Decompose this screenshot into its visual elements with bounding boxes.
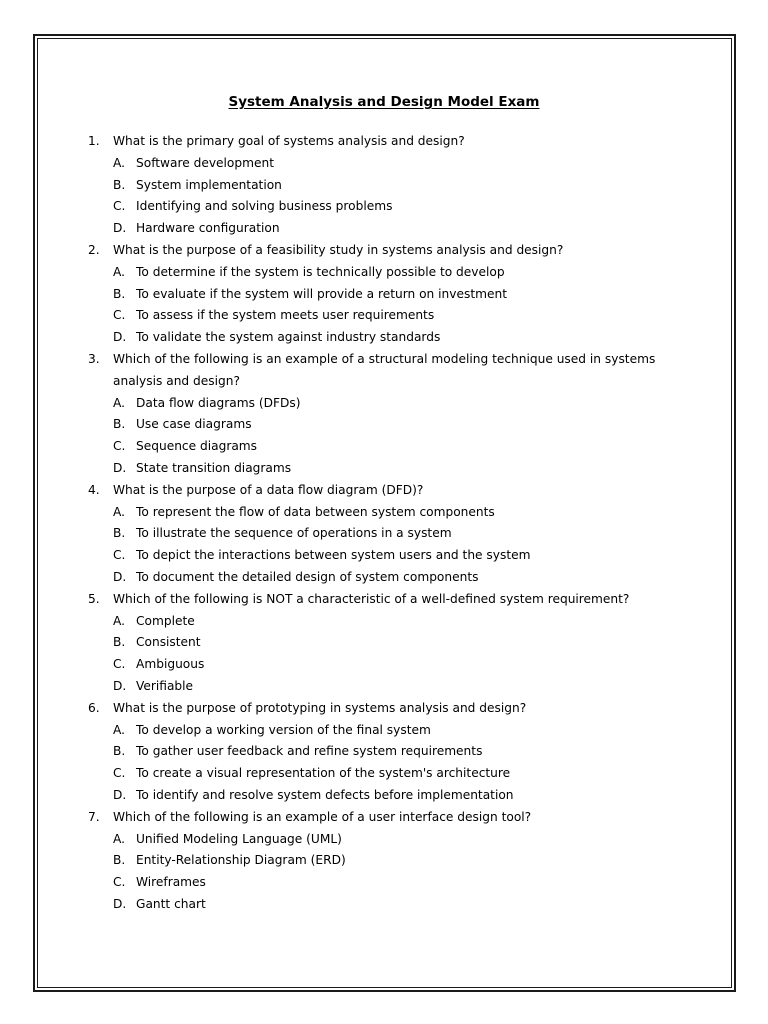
answer-option — [113, 305, 678, 327]
option-text: Verifiable — [136, 678, 194, 693]
option-text: To determine if the system is technically possible to develop — [136, 264, 505, 279]
answer-option — [113, 153, 678, 175]
question-number: 2. — [88, 242, 100, 257]
option-text: Sequence diagrams — [136, 439, 258, 454]
option-letter: C. — [113, 657, 126, 672]
answer-option — [113, 262, 678, 284]
option-letter: C. — [113, 199, 126, 214]
option-letter: A. — [113, 264, 125, 279]
question-number: 1. — [88, 134, 100, 148]
option-text: To develop a working version of the final system — [136, 722, 431, 737]
option-text: To document the detailed design of system components — [136, 569, 479, 584]
answer-option — [113, 545, 678, 567]
question-text: What is the primary goal of systems analysis and design? — [113, 134, 465, 148]
answer-option — [113, 720, 678, 742]
option-text: Unified Modeling Language (UML) — [136, 831, 342, 846]
question-item — [88, 349, 678, 480]
question-text: Which of the following is an example of a structural modeling technique used in systems analysis and design? — [113, 351, 656, 388]
option-text: Wireframes — [136, 875, 206, 890]
option-text: State transition diagrams — [136, 460, 292, 475]
option-list — [113, 393, 678, 480]
option-letter: B. — [113, 853, 126, 868]
option-letter: B. — [113, 526, 126, 541]
option-letter: B. — [113, 744, 126, 759]
option-text: Gantt chart — [136, 896, 206, 911]
answer-option — [113, 567, 678, 589]
option-text: Ambiguous — [136, 657, 205, 672]
option-text: To assess if the system meets user requirements — [136, 308, 435, 323]
answer-option — [113, 175, 678, 197]
option-text: Identifying and solving business problems — [136, 199, 393, 214]
option-text: To create a visual representation of the system's architecture — [136, 766, 511, 781]
option-letter: C. — [113, 548, 126, 563]
option-letter: B. — [113, 286, 126, 301]
option-letter: A. — [113, 722, 125, 737]
option-text: Data flow diagrams (DFDs) — [136, 395, 301, 410]
answer-option — [113, 654, 678, 676]
question-list — [88, 131, 678, 916]
answer-option — [113, 894, 678, 916]
option-list — [113, 611, 678, 698]
question-item — [88, 131, 678, 240]
option-text: To illustrate the sequence of operations in a system — [136, 526, 452, 541]
option-letter: A. — [113, 831, 125, 846]
option-text: To evaluate if the system will provide a return on investment — [136, 286, 507, 301]
answer-option — [113, 785, 678, 807]
option-list — [113, 262, 678, 349]
option-letter: D. — [113, 330, 127, 345]
option-list — [113, 829, 678, 916]
answer-option — [113, 763, 678, 785]
answer-option — [113, 436, 678, 458]
option-letter: D. — [113, 678, 127, 693]
question-number: 4. — [88, 482, 100, 497]
option-list — [113, 153, 678, 240]
question-item — [88, 480, 678, 589]
option-letter: D. — [113, 896, 127, 911]
option-text: To identify and resolve system defects before implementation — [136, 787, 514, 802]
question-text: What is the purpose of a feasibility study in systems analysis and design? — [113, 242, 564, 257]
option-text: Consistent — [136, 635, 201, 650]
option-text: To represent the flow of data between system components — [136, 504, 495, 519]
option-letter: D. — [113, 221, 127, 236]
question-number: 3. — [88, 351, 100, 366]
answer-option — [113, 393, 678, 415]
option-letter: D. — [113, 569, 127, 584]
answer-option — [113, 458, 678, 480]
question-text: Which of the following is an example of a user interface design tool? — [113, 809, 532, 824]
option-letter: B. — [113, 417, 126, 432]
answer-option — [113, 502, 678, 524]
option-letter: C. — [113, 875, 126, 890]
answer-option — [113, 284, 678, 306]
option-text: Entity-Relationship Diagram (ERD) — [136, 853, 346, 868]
option-text: Use case diagrams — [136, 417, 252, 432]
option-letter: B. — [113, 177, 126, 192]
answer-option — [113, 611, 678, 633]
option-text: Software development — [136, 155, 274, 170]
answer-option — [113, 632, 678, 654]
answer-option — [113, 741, 678, 763]
option-text: Complete — [136, 613, 195, 628]
option-letter: A. — [113, 504, 125, 519]
option-letter: A. — [113, 613, 125, 628]
question-item — [88, 698, 678, 807]
question-number: 7. — [88, 809, 100, 824]
answer-option — [113, 676, 678, 698]
page-title: System Analysis and Design Model Exam — [228, 94, 540, 110]
question-number: 6. — [88, 700, 100, 715]
answer-option — [113, 523, 678, 545]
option-letter: B. — [113, 635, 126, 650]
option-list — [113, 502, 678, 589]
answer-option — [113, 327, 678, 349]
question-text: Which of the following is NOT a characteristic of a well-defined system requirement? — [113, 591, 630, 606]
option-text: To depict the interactions between system users and the system — [136, 548, 531, 563]
answer-option — [113, 414, 678, 436]
option-letter: D. — [113, 460, 127, 475]
question-item — [88, 240, 678, 349]
option-letter: A. — [113, 155, 125, 170]
answer-option — [113, 872, 678, 894]
option-letter: D. — [113, 787, 127, 802]
option-letter: C. — [113, 439, 126, 454]
option-text: To validate the system against industry standards — [136, 330, 441, 345]
option-letter: C. — [113, 766, 126, 781]
answer-option — [113, 196, 678, 218]
option-text: To gather user feedback and refine system requirements — [136, 744, 483, 759]
question-text: What is the purpose of prototyping in systems analysis and design? — [113, 700, 527, 715]
answer-option — [113, 850, 678, 872]
option-text: Hardware configuration — [136, 221, 280, 236]
option-list — [113, 720, 678, 807]
option-text: System implementation — [136, 177, 282, 192]
answer-option — [113, 218, 678, 240]
question-number: 5. — [88, 591, 100, 606]
question-item — [88, 807, 678, 916]
option-letter: A. — [113, 395, 125, 410]
question-item — [88, 589, 678, 698]
option-letter: C. — [113, 308, 126, 323]
answer-option — [113, 829, 678, 851]
question-text: What is the purpose of a data flow diagram (DFD)? — [113, 482, 424, 497]
